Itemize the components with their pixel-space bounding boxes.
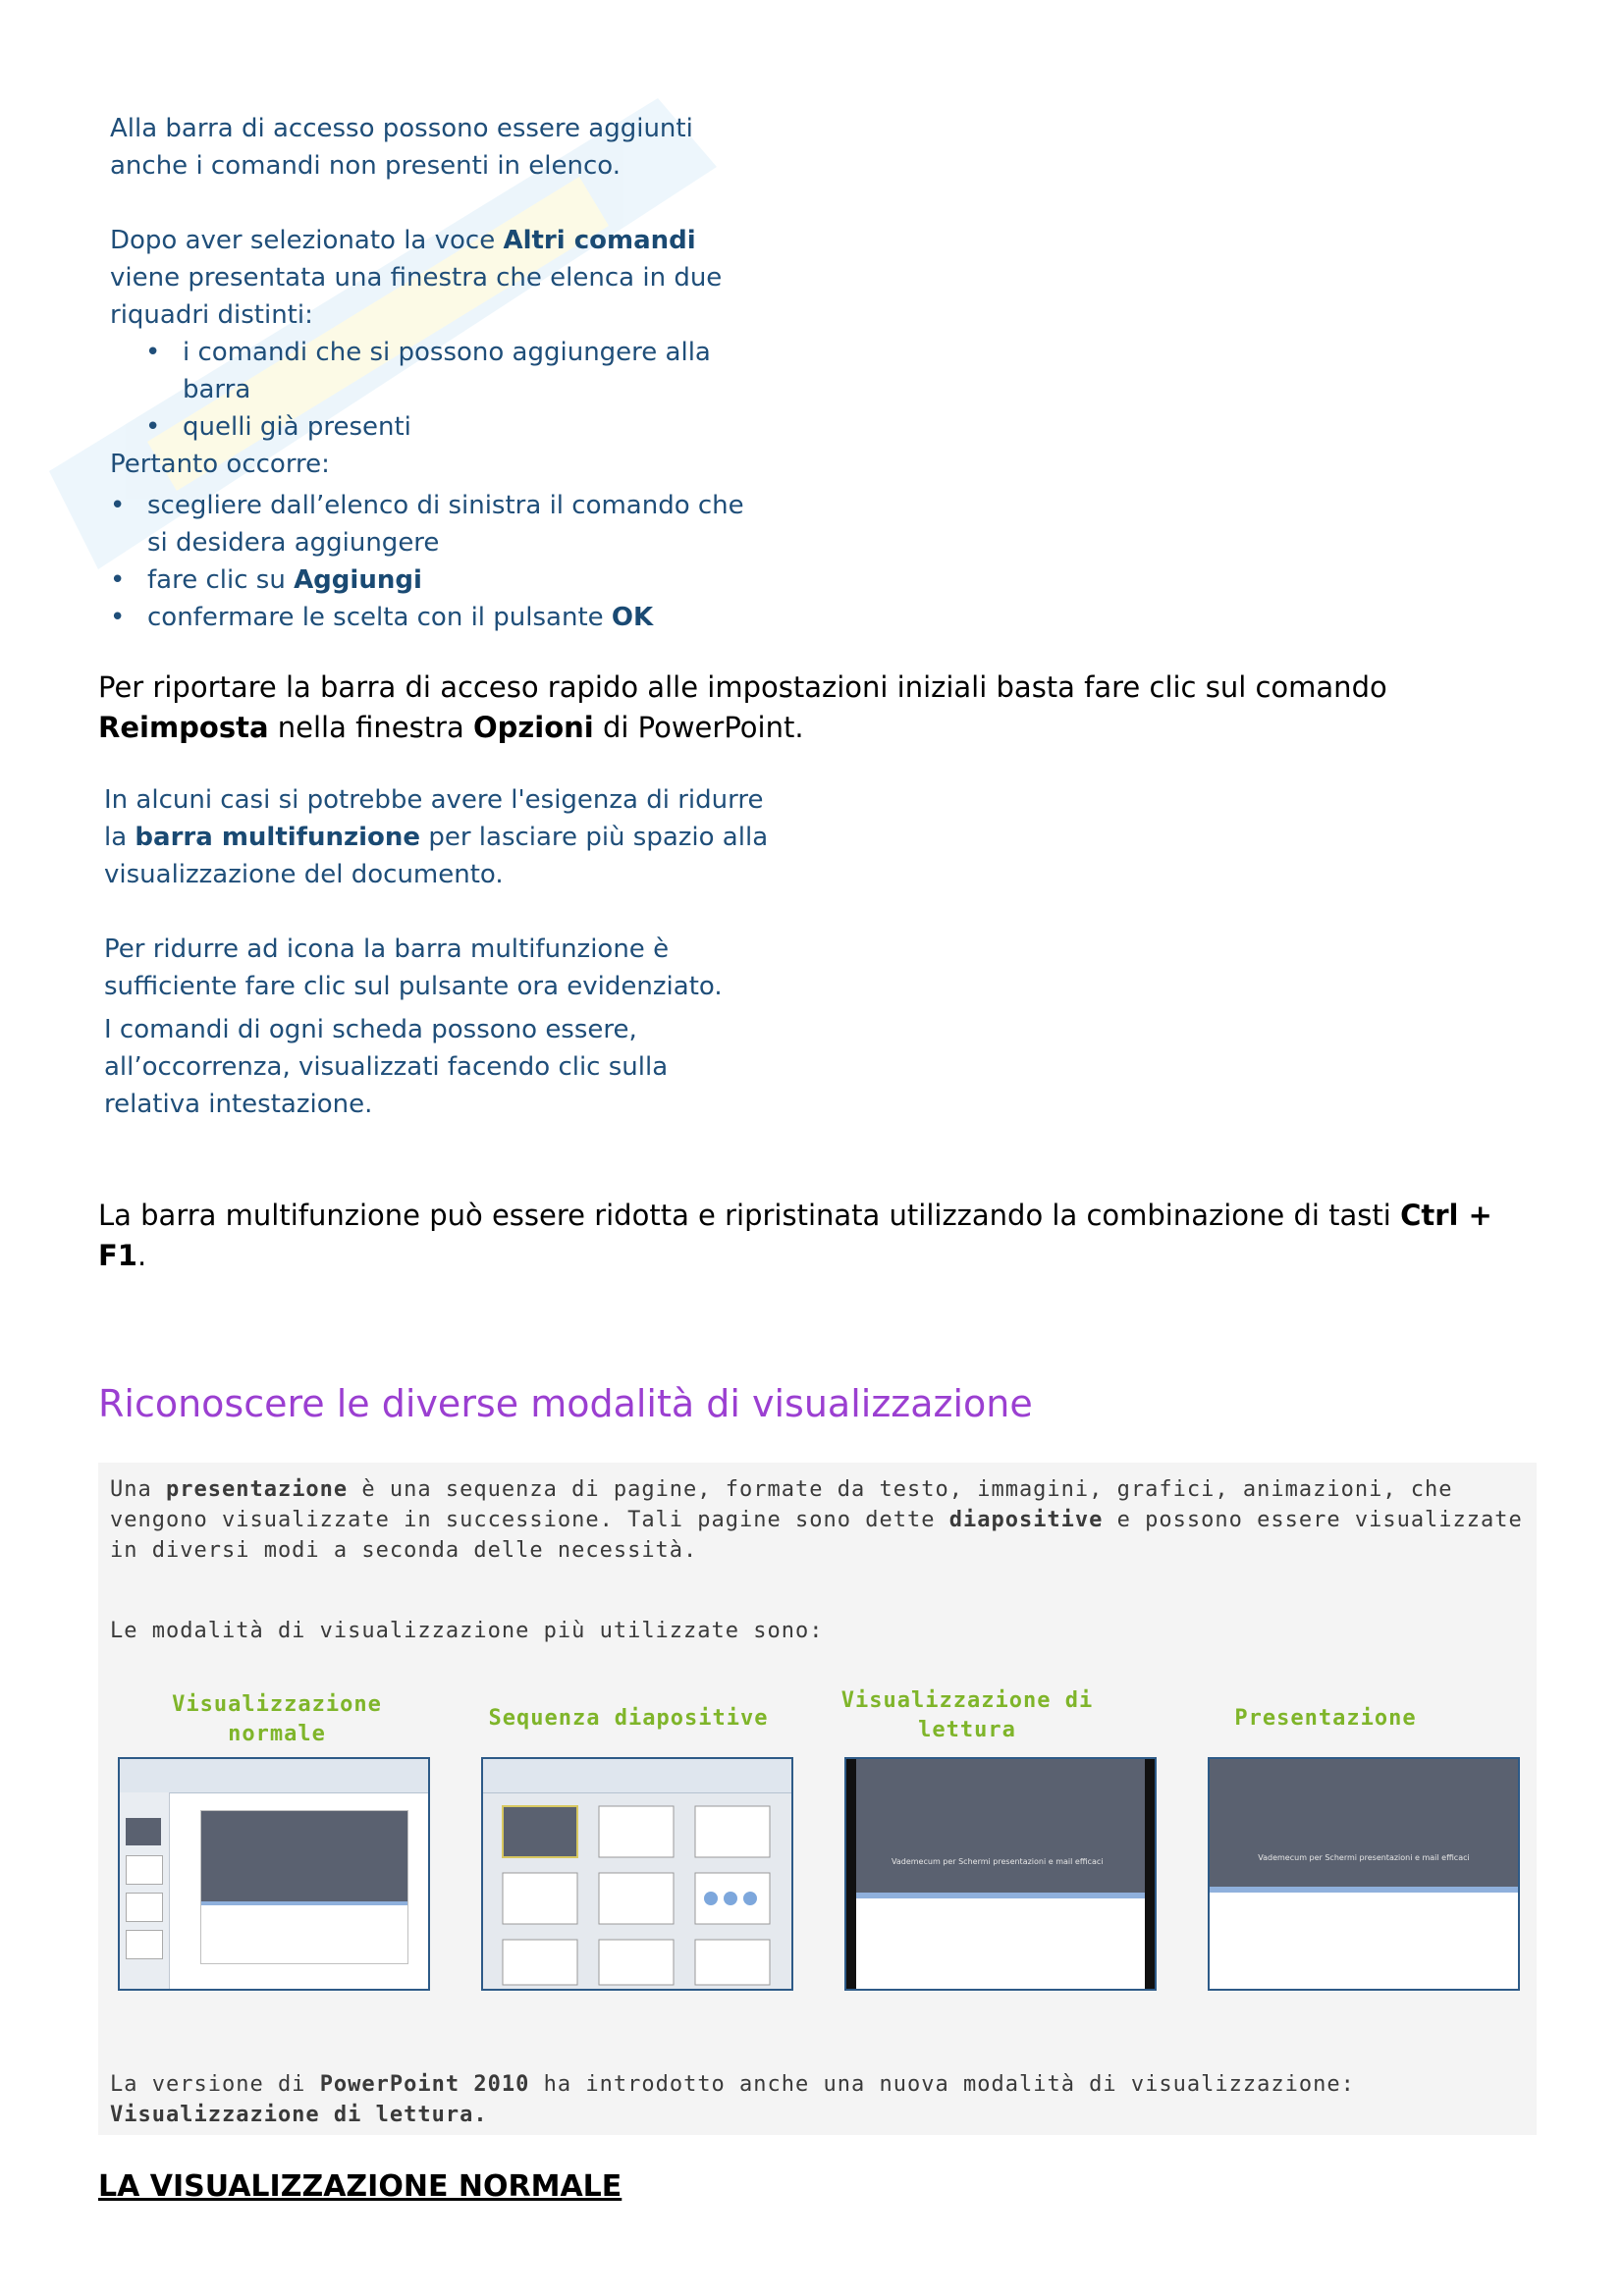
panel-intro: Una presentazione è una sequenza di pagine, formate da testo, immagini, grafici, animazioni, che vengono visualizzate in successione. Tali pagine sono dette diapositive e possono essere visualizzate in diversi modi a seconda delle necessità. [110, 1477, 1523, 1563]
ribbon-strip [120, 1759, 428, 1793]
slide-banner [201, 1811, 407, 1901]
panel-footer: La versione di PowerPoint 2010 ha introdotto anche una nuova modalità di visualizzazione: Visualizzazione di lettura. [110, 2072, 1355, 2127]
list-item: • quelli già presenti [145, 408, 758, 446]
paragraph-minimize: Per ridurre ad icona la barra multifunzione è sufficiente fare clic sul pulsante ora evidenziato. [104, 934, 723, 1001]
thumbnail-normal-view [118, 1757, 430, 1991]
list-item: • fare clic su Aggiungi [110, 561, 758, 599]
slide-banner [856, 1759, 1145, 1893]
paragraph-commands: I comandi di ogni scheda possono essere, all’occorrenza, visualizzati facendo clic sulla relativa intestazione. [104, 1015, 669, 1119]
slide-grid [483, 1794, 791, 1991]
shortcut-paragraph: La barra multifunzione può essere ridotta e ripristinata utilizzando la combinazione di tasti Ctrl + F1. [98, 1199, 1492, 1272]
slide-caption: Vademecum per Schermi presentazioni e mail efficaci [1258, 1853, 1470, 1862]
modes-intro: Le modalità di visualizzazione più utilizzate sono: [110, 1619, 824, 1643]
thumbnail-reading-view [844, 1757, 1157, 1991]
list-item: • confermare le scelta con il pulsante OK [110, 599, 758, 636]
slide-banner [1210, 1759, 1518, 1887]
mini-slide [126, 1855, 163, 1885]
subsection-heading: LA VISUALIZZAZIONE NORMALE [98, 2169, 622, 2204]
slide-stripe [201, 1901, 407, 1905]
right-bar [1145, 1759, 1155, 1989]
section-heading: Riconoscere le diverse modalità di visualizzazione [98, 1382, 1033, 1425]
list-item: • scegliere dall’elenco di sinistra il comando che si desidera aggiungere [110, 487, 758, 561]
mode-label-normal: Visualizzazione normale [172, 1692, 382, 1746]
steps-list [110, 487, 758, 636]
slide-caption: Vademecum per Schermi presentazioni e mail efficaci [892, 1857, 1104, 1866]
mini-slide [126, 1893, 163, 1922]
mini-slide [126, 1930, 163, 1959]
slide-stripe [1210, 1887, 1518, 1893]
list-item: • i comandi che si possono aggiungere alla barra [145, 334, 758, 408]
main-slide [200, 1810, 408, 1964]
paragraph-more-commands: Dopo aver selezionato la voce Altri comandi viene presentata una finestra che elenca in due riquadri distinti: [110, 226, 723, 330]
paragraph-reduce-ribbon: In alcuni casi si potrebbe avere l'esigenza di ridurre la barra multifunzione per lasciare più spazio alla visualizzazione del documento. [104, 785, 769, 889]
slide-stripe [856, 1893, 1145, 1898]
mode-label-slideshow: Presentazione [1234, 1706, 1417, 1731]
left-bar [846, 1759, 856, 1989]
mode-label-reading: Visualizzazione di lettura [840, 1688, 1094, 1742]
quick-access-instructions [110, 110, 758, 636]
reset-paragraph: Per riportare la barra di acceso rapido alle impostazioni iniziali basta fare clic sul comando Reimposta nella finestra Opzioni di PowerPoint. [98, 670, 1387, 744]
paragraph-therefore: Pertanto occorre: [110, 450, 330, 479]
paragraph-add-commands: Alla barra di accesso possono essere aggiunti anche i comandi non presenti in elenco. [110, 114, 693, 181]
ribbon-instructions [104, 781, 772, 1123]
mini-slide [126, 1818, 161, 1845]
views-panel [98, 1463, 1537, 2135]
ribbon-strip [483, 1759, 791, 1793]
two-panels-list [145, 334, 758, 446]
thumbnail-slideshow [1208, 1757, 1520, 1991]
thumbnail-slide-sorter [481, 1757, 793, 1991]
mode-label-sorter: Sequenza diapositive [488, 1706, 769, 1731]
